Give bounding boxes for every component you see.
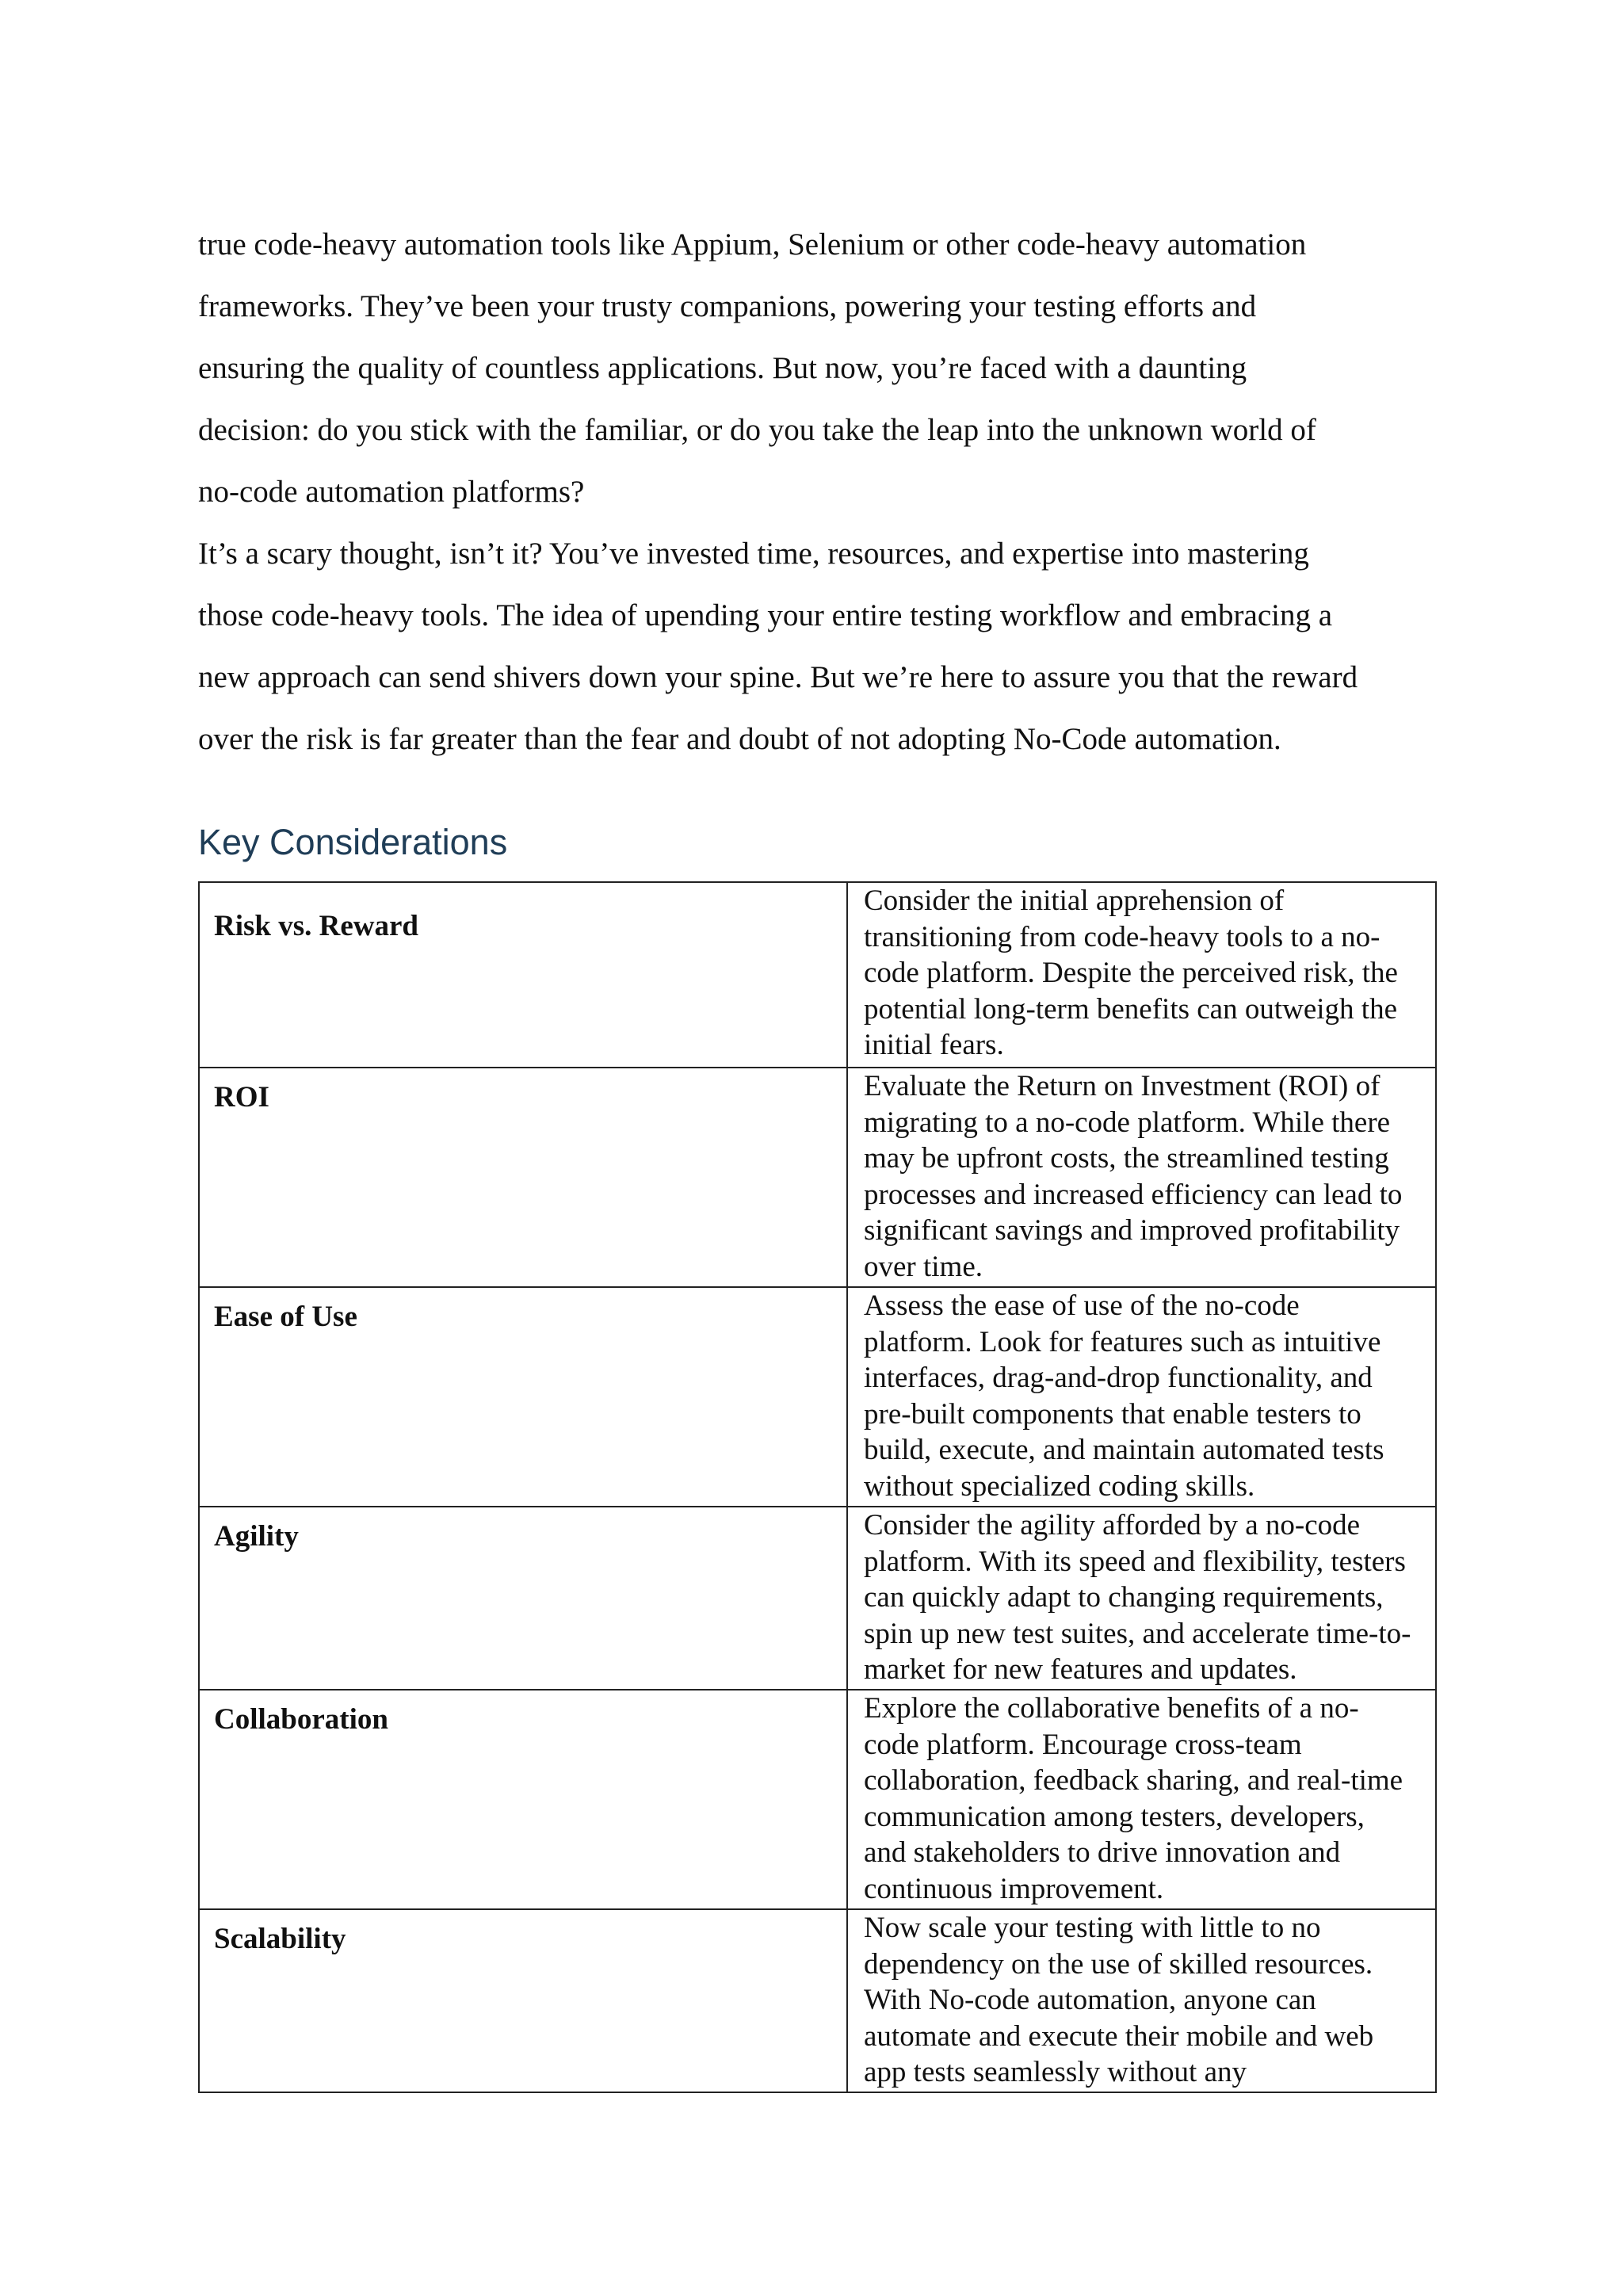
description-line: over time. [864,1250,983,1283]
paragraph-line: new approach can send shivers down your spine. But we’re here to assure you that the reward [198,660,1358,694]
paragraph-line: frameworks. They’ve been your trusty companions, powering your testing efforts and [198,289,1257,323]
consideration-label: Ease of Use [214,1301,357,1333]
consideration-label-cell [199,1909,847,2092]
description-line: code platform. Encourage cross-team [864,1728,1302,1761]
paragraph-intro [198,214,1434,523]
description-line: communication among testers, developers, [864,1800,1365,1833]
consideration-label: Risk vs. Reward [214,910,418,942]
description-line: Explore the collaborative benefits of a no- [864,1692,1359,1725]
description-line: build, execute, and maintain automated tests [864,1434,1384,1466]
body-text [198,214,1434,770]
consideration-label-cell [199,1068,847,1287]
description-line: market for new features and updates. [864,1653,1297,1686]
section-heading: Key Considerations [198,822,508,862]
description-line: and stakeholders to drive innovation and [864,1836,1341,1869]
consideration-description-cell [847,1507,1436,1690]
consideration-label: Scalability [214,1923,346,1955]
description-line: transitioning from code-heavy tools to a no- [864,920,1381,953]
consideration-description-cell [847,1909,1436,2092]
description-line: continuous improvement. [864,1872,1164,1905]
description-line: Evaluate the Return on Investment (ROI) of [864,1070,1381,1102]
description-line: spin up new test suites, and accelerate time-to- [864,1617,1411,1650]
description-line: Consider the agility afforded by a no-code [864,1509,1361,1541]
description-line: Assess the ease of use of the no-code [864,1289,1300,1322]
consideration-label-cell [199,1690,847,1909]
consideration-label: ROI [214,1081,269,1114]
consideration-label: Agility [214,1520,299,1553]
consideration-description-cell [847,1068,1436,1287]
consideration-label: Collaboration [214,1703,388,1736]
description-line: interfaces, drag-and-drop functionality, and [864,1362,1373,1394]
description-line: platform. Look for features such as intuitive [864,1325,1381,1358]
description-line: platform. With its speed and flexibility, testers [864,1545,1406,1578]
consideration-label-cell [199,882,847,1068]
paragraph-scary-thought [198,523,1434,770]
table-row [199,1690,1436,1909]
table-row [199,1287,1436,1507]
table-row [199,882,1436,1068]
description-line: app tests seamlessly without any [864,2056,1247,2088]
paragraph-line: true code-heavy automation tools like Appium, Selenium or other code-heavy automation [198,227,1307,262]
description-line: without specialized coding skills. [864,1469,1255,1503]
description-line: code platform. Despite the perceived risk, the [864,957,1398,989]
consideration-description-cell [847,882,1436,1068]
description-line: Consider the initial apprehension of [864,884,1285,917]
consideration-label-cell [199,1287,847,1507]
consideration-description-cell [847,1690,1436,1909]
description-line: potential long-term benefits can outweigh the [864,992,1397,1026]
description-line: significant savings and improved profitability [864,1214,1400,1247]
paragraph-line: ensuring the quality of countless applications. But now, you’re faced with a daunting [198,351,1247,385]
key-considerations-table [198,881,1437,2093]
description-line: collaboration, feedback sharing, and real-time [864,1764,1403,1797]
description-line: migrating to a no-code platform. While there [864,1106,1391,1139]
paragraph-line: over the risk is far greater than the fear and doubt of not adopting No-Code automation. [198,722,1281,756]
paragraph-line: decision: do you stick with the familiar, or do you take the leap into the unknown world of [198,413,1316,447]
paragraph-line: It’s a scary thought, isn’t it? You’ve invested time, resources, and expertise into mastering [198,537,1309,571]
table-row [199,1507,1436,1690]
description-line: initial fears. [864,1029,1004,1061]
consideration-label-cell [199,1507,847,1690]
description-line: Now scale your testing with little to no [864,1912,1321,1944]
description-line: processes and increased efficiency can lead to [864,1178,1403,1211]
description-line: With No-code automation, anyone can [864,1984,1316,2016]
paragraph-line: no-code automation platforms? [198,475,585,509]
description-line: pre-built components that enable testers to [864,1397,1361,1431]
table-row [199,1068,1436,1287]
paragraph-line: those code-heavy tools. The idea of upending your entire testing workflow and embracing a [198,598,1333,632]
consideration-description-cell [847,1287,1436,1507]
description-line: may be upfront costs, the streamlined testing [864,1142,1389,1175]
description-line: dependency on the use of skilled resources. [864,1947,1373,1981]
description-line: can quickly adapt to changing requirements, [864,1581,1384,1614]
table-row [199,1909,1436,2092]
description-line: automate and execute their mobile and web [864,2019,1374,2053]
